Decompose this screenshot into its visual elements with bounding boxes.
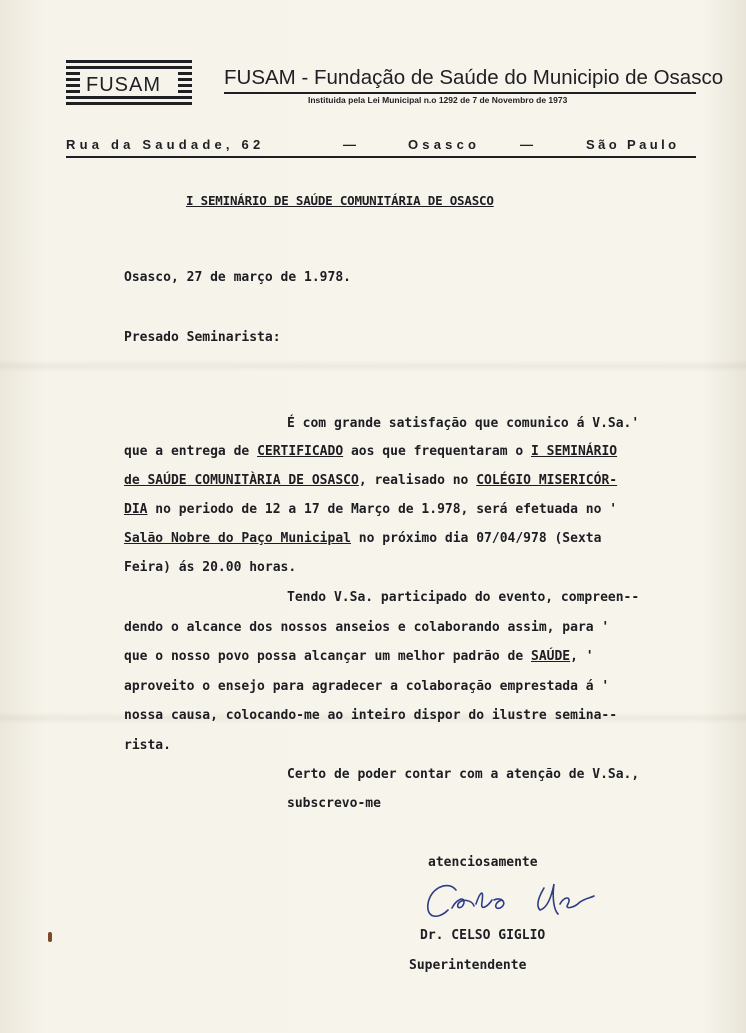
handwritten-signature xyxy=(418,874,618,930)
signer-name: Dr. CELSO GIGLIO xyxy=(420,928,546,943)
paragraph-line: que a entrega de CERTIFICADO aos que frequentaram o I SEMINÁRIO xyxy=(124,444,618,459)
paragraph-line: Feira) ás 20.00 horas. xyxy=(124,560,297,575)
signer-title: Superintendente xyxy=(409,958,527,973)
paragraph-line: É com grande satisfação que comunico á V.Sa.' xyxy=(287,416,640,431)
address-divider xyxy=(66,156,696,158)
organization-founding-law: Instituida pela Lei Municipal n.o 1292 de 7 de Novembro de 1973 xyxy=(308,95,568,105)
paragraph-line: Salão Nobre do Paço Municipal no próximo dia 07/04/978 (Sexta xyxy=(124,531,602,546)
address-street: Rua da Saudade, 62 xyxy=(66,137,265,152)
letter-date: Osasco, 27 de março de 1.978. xyxy=(124,270,351,285)
paragraph-line: nossa causa, colocando-me ao inteiro dispor do ilustre semina-- xyxy=(124,708,618,723)
paragraph-line: Tendo V.Sa. participado do evento, compreen-- xyxy=(287,590,640,605)
paragraph-line: dendo o alcance dos nossos anseios e colaborando assim, para ' xyxy=(124,620,610,635)
header-divider xyxy=(224,92,696,94)
address-city: Osasco xyxy=(408,137,481,152)
address-dash: — xyxy=(520,137,538,152)
address-dash: — xyxy=(343,137,361,152)
paragraph-line: DIA no periodo de 12 a 17 de Março de 1.978, será efetuada no ' xyxy=(124,502,618,517)
logo-text: FUSAM xyxy=(86,74,161,96)
letter-heading: I SEMINÁRIO DE SAÚDE COMUNITÁRIA DE OSASCO xyxy=(186,193,494,208)
letter-salutation: Presado Seminarista: xyxy=(124,330,281,345)
paragraph-line: de SAÚDE COMUNITÀRIA DE OSASCO, realisado no COLÉGIO MISERICÓR- xyxy=(124,473,618,488)
fusam-logo xyxy=(66,60,192,108)
paragraph-line: Certo de poder contar com a atenção de V.Sa., xyxy=(287,767,640,782)
address-state: São Paulo xyxy=(586,137,680,152)
letter-closing: atenciosamente xyxy=(428,855,538,870)
paragraph-line: aproveito o ensejo para agradecer a colaboração emprestada á ' xyxy=(124,679,610,694)
paragraph-line: que o nosso povo possa alcançar um melhor padrão de SAÚDE, ' xyxy=(124,649,594,664)
paragraph-line: rista. xyxy=(124,738,171,753)
paper-stain xyxy=(48,932,52,942)
organization-name: FUSAM - Fundação de Saúde do Municipio de Osasco xyxy=(224,66,724,89)
paragraph-line: subscrevo-me xyxy=(287,796,381,811)
